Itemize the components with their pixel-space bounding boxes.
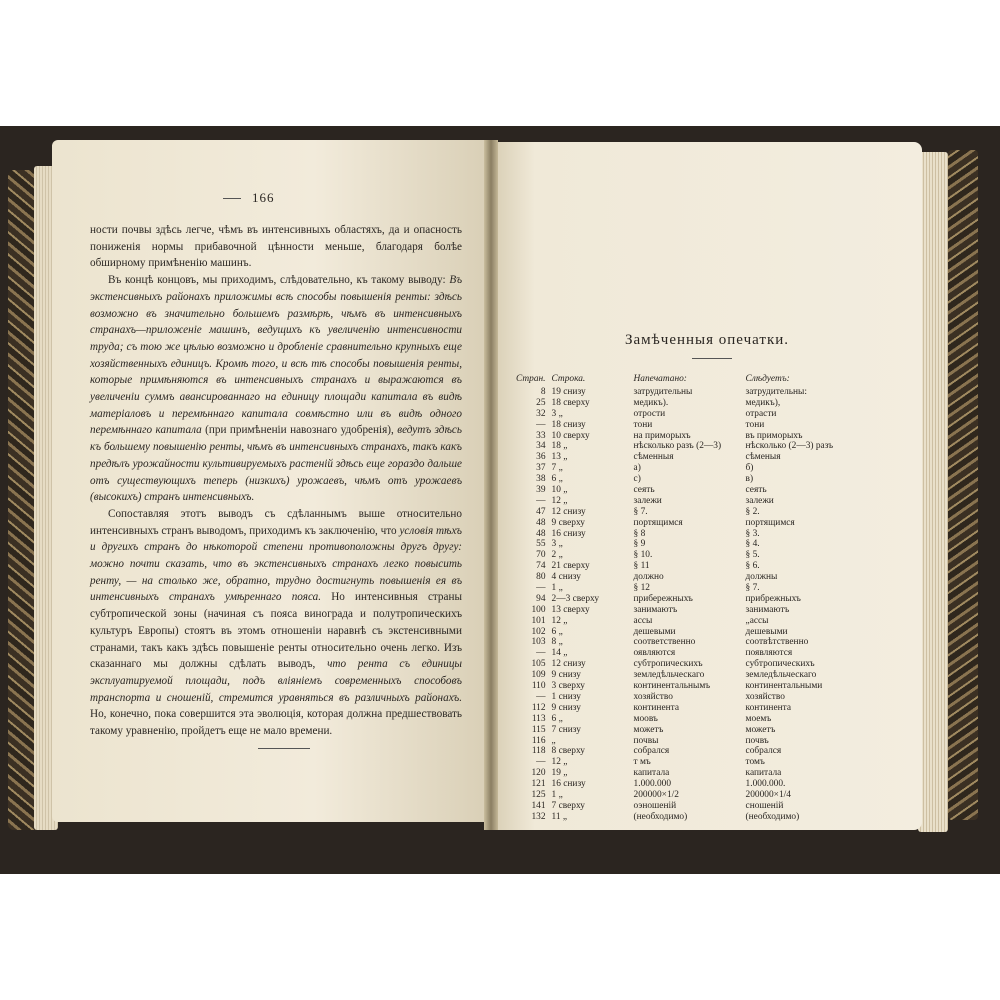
errata-correction-cell: тони [745, 419, 765, 430]
table-row [516, 463, 846, 474]
errata-line-cell: 3 сверху [551, 681, 585, 692]
table-row [516, 539, 846, 550]
paragraph [90, 272, 462, 506]
errata-page-cell: 32 [536, 408, 546, 419]
errata-printed-cell: сѣменныя [633, 452, 674, 463]
errata-line-cell: 14 „ [551, 648, 568, 659]
errata-page-cell: 110 [531, 681, 546, 692]
errata-page-cell: 37 [536, 463, 546, 474]
column-header: Стран. [516, 374, 546, 385]
errata-line-cell: 10 сверху [551, 430, 590, 441]
title-rule [692, 358, 732, 359]
errata-line-cell: 13 сверху [551, 604, 590, 615]
errata-printed-cell: § 10. [633, 550, 653, 561]
errata-line-cell: 11 „ [551, 811, 568, 822]
errata-page-cell: 109 [531, 670, 546, 681]
body-text: Но, конечно, пока совершится эта эволюція, которая должна предшествовать такому уравненію, пройдетъ еще не мало времени. [90, 708, 462, 738]
table-row [516, 387, 846, 398]
errata-page-cell: 80 [536, 572, 546, 583]
errata-printed-cell: отрости [633, 408, 666, 419]
errata-correction-cell: земледѣльческаго [745, 670, 817, 681]
errata-page-cell: 48 [536, 517, 546, 528]
errata-page-cell: 70 [536, 550, 546, 561]
table-row [516, 616, 846, 627]
errata-printed-cell: можетъ [633, 724, 664, 735]
errata-line-cell: 19 снизу [551, 387, 586, 397]
errata-correction-cell: занимаютъ [745, 604, 790, 615]
errata-printed-cell: континента [633, 702, 679, 713]
errata-correction-cell: томъ [745, 757, 765, 768]
errata-correction-cell: сношеній [745, 800, 784, 811]
errata-line-cell: 21 сверху [551, 561, 590, 572]
table-row [516, 637, 846, 648]
errata-line-cell: 9 сверху [551, 517, 585, 528]
errata-line-cell: 6 „ [551, 713, 563, 724]
book-gutter [484, 140, 498, 830]
table-row [516, 768, 846, 779]
errata-page-cell: 115 [531, 724, 546, 735]
errata-line-cell: 9 снизу [551, 702, 581, 713]
errata-page-cell: 36 [536, 452, 546, 463]
errata-correction-cell: § 3. [745, 528, 760, 539]
errata-line-cell: 3 „ [551, 408, 563, 419]
table-row [516, 583, 846, 594]
errata-line-cell: 18 снизу [551, 419, 586, 430]
table-row [516, 703, 846, 714]
table-row [516, 594, 846, 605]
errata-correction-cell: 1.000.000. [745, 779, 786, 790]
errata-printed-cell: (необходимо) [633, 811, 688, 822]
table-row [516, 496, 846, 507]
errata-page-cell: 48 [536, 528, 546, 539]
errata-line-cell: 9 снизу [551, 670, 581, 681]
errata-header-row [516, 374, 846, 387]
errata-line-cell: 6 „ [551, 474, 563, 485]
errata-printed-cell: § 12 [633, 583, 650, 594]
errata-printed-cell: сеять [633, 485, 655, 496]
errata-correction-cell: почвъ [745, 735, 769, 746]
table-row [516, 550, 846, 561]
errata-correction-cell: залежи [745, 495, 774, 506]
page-edges-right [918, 152, 948, 832]
body-text: ности почвы здѣсь легче, чѣмъ въ интенсивныхъ областяхъ, да и опасность пониженія нормы прибавочной цѣнности меньше, благодаря болѣе обширному примѣненію машинъ. [90, 224, 462, 270]
errata-correction-cell: § 5. [745, 550, 760, 561]
errata-correction-cell: (необходимо) [745, 811, 800, 822]
paragraph [90, 506, 462, 740]
errata-page-cell: 125 [531, 789, 546, 800]
errata-correction-cell: § 4. [745, 539, 760, 550]
table-row [516, 529, 846, 540]
errata-line-cell: 6 „ [551, 626, 563, 637]
errata-printed-cell: моовъ [633, 713, 658, 724]
table-row [516, 420, 846, 431]
errata-line-cell: 3 „ [551, 539, 563, 550]
errata-line-cell: 16 снизу [551, 528, 586, 539]
table-row [516, 452, 846, 463]
errata-printed-cell: тони [633, 419, 653, 430]
table-row [516, 725, 846, 736]
errata-printed-cell: должно [633, 572, 664, 583]
errata-correction-cell: можетъ [745, 724, 776, 735]
book-cover-right [948, 150, 978, 820]
errata-correction-cell: въ приморыхъ [745, 430, 803, 441]
italic-text: Въ экстенсивныхъ районахъ приложимы всѣ способы повышенія ренты: здѣсь возможно въ значительно большемъ размѣрѣ, чѣмъ въ интенсивныхъ странахъ—приложеніе машинъ, ведущихъ къ увеличенію интенсивности труда; съ тою же цѣлью возможно и дробленіе сравнительно крупныхъ еще хозяйственныхъ единицъ. Кромѣ того, и всѣ тѣ способы повышенія ренты, которые примѣняются въ интенсивныхъ странахъ и выражаются въ увеличеніи суммъ авансированнаго на единицу площади капитала въ видѣ матеріаловъ и перемѣннаго капитала совмѣстно или въ видѣ одного перемѣннаго капитала [90, 274, 462, 437]
errata-line-cell: 7 сверху [551, 800, 585, 811]
errata-correction-cell: соотвѣтственно [745, 637, 809, 648]
errata-correction-cell: б) [745, 463, 754, 474]
table-row [516, 572, 846, 583]
errata-line-cell: 18 сверху [551, 397, 590, 408]
errata-correction-cell: появляются [745, 648, 793, 659]
errata-printed-cell: § 11 [633, 561, 650, 572]
errata-page-cell: 120 [531, 768, 546, 779]
table-row [516, 692, 846, 703]
errata-page-cell: 100 [531, 604, 546, 615]
errata-printed-cell: ассы [633, 615, 653, 626]
paragraph [90, 222, 462, 272]
errata-correction-cell: сеять [745, 485, 767, 496]
errata-correction-cell: капитала [745, 768, 782, 779]
table-row [516, 648, 846, 659]
errata-printed-cell: земледѣльческаго [633, 670, 705, 681]
table-row [516, 605, 846, 616]
errata-printed-cell: хозяйство [633, 691, 673, 702]
errata-page-cell: 112 [531, 702, 546, 713]
errata-line-cell: 12 „ [551, 757, 568, 768]
table-row [516, 518, 846, 529]
errata-line-cell: 19 „ [551, 768, 568, 779]
errata-correction-cell: субтропическихъ [745, 659, 815, 670]
table-row [516, 485, 846, 496]
errata-correction-cell: нѣсколько (2—3) разъ [745, 441, 834, 452]
errata-correction-cell: отрасти [745, 408, 777, 419]
italic-text: ведутъ здѣсь къ большему повышенію ренты, чѣмъ въ интенсивныхъ странахъ, такъ какъ предѣлъ урожайности культивируемыхъ растеній здѣсь еще гораздо дальше отъ существующихъ теперь (низкихъ) урожаевъ, чѣмъ отъ урожаевъ (высокихъ) странъ интенсивныхъ. [90, 424, 462, 504]
errata-printed-cell: занимаютъ [633, 604, 678, 615]
errata-correction-cell: 200000×1/4 [745, 789, 791, 800]
italic-text: что рента съ единицы эксплуатируемой площади, подъ вліяніемъ современныхъ способовъ транспорта и сношеній, стремится уравняться въ различныхъ районахъ. [90, 658, 462, 704]
errata-page-cell: 34 [536, 441, 546, 452]
table-row [516, 790, 846, 801]
table-row [516, 801, 846, 812]
errata-printed-cell: § 7. [633, 506, 648, 517]
errata-printed-cell: континентальнымъ [633, 681, 711, 692]
errata-page-cell: 39 [536, 485, 546, 496]
errata-page-cell: — [536, 495, 546, 506]
errata-page-cell: 38 [536, 474, 546, 485]
errata-correction-cell: прибрежныхъ [745, 593, 801, 604]
body-text: Сопоставляя этотъ выводъ съ сдѣланнымъ выше относительно интенсивныхъ странъ выводомъ, приходимъ къ заключенію, что [90, 507, 462, 537]
errata-page-cell: 94 [536, 593, 546, 604]
errata-correction-cell: собрался [745, 746, 782, 757]
errata-line-cell: 7 „ [551, 463, 563, 474]
table-row [516, 627, 846, 638]
body-text: Въ концѣ концовъ, мы приходимъ, слѣдовательно, къ такому выводу: [108, 274, 450, 287]
errata-line-cell: 13 „ [551, 452, 568, 463]
errata-printed-cell: т мъ [633, 757, 651, 768]
table-row [516, 474, 846, 485]
errata-page-cell: — [536, 419, 546, 430]
errata-printed-cell: на приморыхъ [633, 430, 691, 441]
errata-page-cell: 25 [536, 397, 546, 408]
errata-printed-cell: портящимся [633, 517, 683, 528]
errata-line-cell: 4 снизу [551, 572, 581, 583]
errata-correction-cell: хозяйство [745, 691, 785, 702]
errata-page-cell: 55 [536, 539, 546, 550]
errata-printed-cell: затрудительны [633, 387, 693, 397]
errata-page-cell: 47 [536, 506, 546, 517]
errata-line-cell: 7 снизу [551, 724, 581, 735]
italic-text: условія тѣхъ и другихъ странъ до нѣкоторой степени противоположны другъ другу: можно почти сказать, что въ экстенсивныхъ странахъ легко повысить ренту, — на столько же, обратно, трудно достигнуть повышенія ея въ интенсивныхъ странахъ умѣреннаго пояса. [90, 524, 462, 604]
errata-correction-cell: § 6. [745, 561, 760, 572]
table-row [516, 736, 846, 747]
errata-printed-cell: 1.000.000 [633, 779, 672, 790]
errata-printed-cell: капитала [633, 768, 670, 779]
left-page-body [90, 222, 462, 740]
errata-page-cell: 132 [531, 811, 546, 822]
column-header: Напечатано: [633, 374, 687, 385]
errata-page-cell: 141 [531, 800, 546, 811]
errata-printed-cell: соответственно [633, 637, 696, 648]
errata-page-cell: 105 [531, 659, 546, 670]
table-row [516, 659, 846, 670]
body-text: Но интенсивныя страны субтропической зоны (начиная съ пояса винограда и полутропическихъ культуръ Европы) стоятъ въ этомъ отношеніи наравнѣ съ экстенсивными странами, такъ какъ здѣсь повышеніе ренты относительно очень легко. Изъ сказаннаго мы должны сдѣлать выводъ, [90, 591, 462, 671]
table-row [516, 561, 846, 572]
errata-page-cell: — [536, 757, 546, 768]
errata-page-cell: 74 [536, 561, 546, 572]
errata-correction-cell: должны [745, 572, 778, 583]
errata-correction-cell: „ассы [745, 615, 769, 626]
errata-printed-cell: почвы [633, 735, 659, 746]
table-row [516, 757, 846, 768]
table-row [516, 670, 846, 681]
errata-printed-cell: с) [633, 474, 641, 485]
errata-printed-cell: § 8 [633, 528, 646, 539]
page-number: 166 [252, 190, 275, 205]
errata-correction-cell: портящимся [745, 517, 795, 528]
errata-line-cell: „ [551, 735, 556, 746]
errata-printed-cell: 200000×1/2 [633, 789, 679, 800]
errata-correction-cell: континента [745, 702, 791, 713]
errata-line-cell: 12 „ [551, 615, 568, 626]
errata-correction-cell: континентальными [745, 681, 823, 692]
errata-line-cell: 2—3 сверху [551, 593, 600, 604]
table-row [516, 441, 846, 452]
table-row [516, 431, 846, 442]
errata-page-cell: — [536, 583, 546, 594]
errata-page-cell: 121 [531, 779, 546, 790]
end-rule [258, 748, 310, 749]
errata-page-cell: 103 [531, 637, 546, 648]
table-row [516, 714, 846, 725]
errata-correction-cell: сѣменыя [745, 452, 781, 463]
errata-page-cell: 101 [531, 615, 546, 626]
errata-page-cell: 113 [531, 713, 546, 724]
errata-line-cell: 10 „ [551, 485, 568, 496]
table-row [516, 398, 846, 409]
errata-page-cell: 33 [536, 430, 546, 441]
errata-printed-cell: оэношеній [633, 800, 677, 811]
errata-line-cell: 16 снизу [551, 779, 586, 790]
left-page [52, 140, 490, 822]
errata-line-cell: 12 снизу [551, 506, 586, 517]
errata-line-cell: 1 „ [551, 583, 563, 594]
errata-page-cell: 8 [540, 387, 546, 397]
column-header: Слѣдуетъ: [745, 374, 790, 385]
errata-correction-cell: затрудительны: [745, 387, 807, 397]
errata-correction-cell: медикъ), [745, 397, 781, 408]
errata-printed-cell: а) [633, 463, 641, 474]
errata-page-cell: — [536, 691, 546, 702]
errata-line-cell: 2 „ [551, 550, 563, 561]
errata-title: Замѣченныя опечатки. [624, 332, 790, 348]
body-text: (при примѣненіи навознаго удобренія), [201, 424, 398, 437]
errata-table [516, 374, 846, 823]
errata-correction-cell: моемъ [745, 713, 772, 724]
errata-printed-cell: § 9 [633, 539, 646, 550]
errata-printed-cell: дешевыми [633, 626, 676, 637]
table-row [516, 681, 846, 692]
right-page [492, 142, 922, 830]
table-row [516, 746, 846, 757]
errata-page-cell: 116 [531, 735, 546, 746]
errata-line-cell: 1 снизу [551, 691, 581, 702]
errata-page-cell: 118 [531, 746, 546, 757]
errata-page-cell: 102 [531, 626, 546, 637]
table-row [516, 779, 846, 790]
errata-printed-cell: залежи [633, 495, 662, 506]
column-header: Строка. [551, 374, 586, 385]
errata-page-cell: — [536, 648, 546, 659]
errata-line-cell: 1 „ [551, 789, 563, 800]
errata-correction-cell: § 2. [745, 506, 760, 517]
table-row [516, 409, 846, 420]
table-row [516, 507, 846, 518]
errata-line-cell: 18 „ [551, 441, 568, 452]
errata-line-cell: 8 сверху [551, 746, 585, 757]
errata-correction-cell: § 7. [745, 583, 760, 594]
errata-correction-cell: дешевыми [745, 626, 788, 637]
errata-line-cell: 12 „ [551, 495, 568, 506]
table-row [516, 812, 846, 823]
errata-line-cell: 8 „ [551, 637, 563, 648]
errata-printed-cell: прибережныхъ [633, 593, 693, 604]
errata-printed-cell: медикъ). [633, 397, 669, 408]
errata-printed-cell: оявляются [633, 648, 676, 659]
errata-printed-cell: нѣсколько разъ (2—3) [633, 441, 722, 452]
errata-line-cell: 12 снизу [551, 659, 586, 670]
errata-correction-cell: в) [745, 474, 754, 485]
errata-printed-cell: субтропическихъ [633, 659, 703, 670]
errata-printed-cell: собрался [633, 746, 670, 757]
